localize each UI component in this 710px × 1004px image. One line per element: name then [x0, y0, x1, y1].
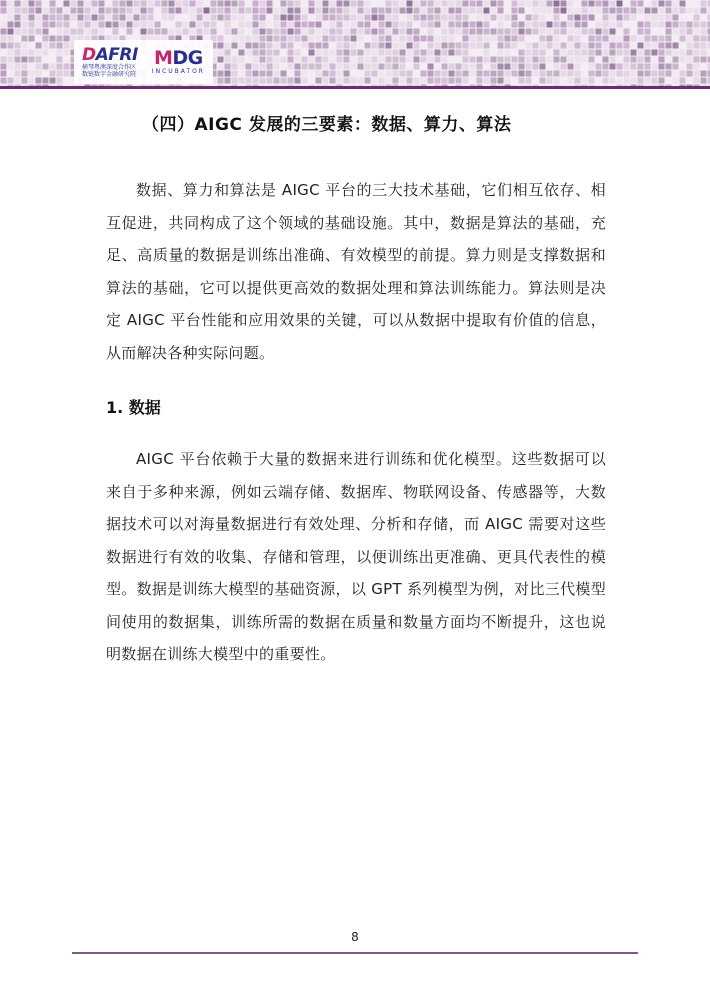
subsection-title: 1. 数据	[106, 398, 161, 417]
mdg-incubator-logo	[152, 49, 205, 75]
paragraph-intro: 数据、算力和算法是 AIGC 平台的三大技术基础，它们相互依存、相互促进，共同构成了这个领域的基础设施。其中，数据是算法的基础，充足、高质量的数据是训练出准确、有效模型的前提。算力则是支撑数据和算法的基础，它可以提供更高效的数据处理和算法训练能力。算法则是决定 AIGC 平台性能和应用效果的关键，可以从数据中提取有价值的信息，从而解决各种实际问题。	[106, 181, 606, 362]
header-logos	[74, 40, 213, 84]
footer-divider	[72, 952, 638, 954]
page-number: 8	[351, 930, 359, 944]
paragraph-data: AIGC 平台依赖于大量的数据来进行训练和优化模型。这些数据可以来自于多种来源，例如云端存储、数据库、物联网设备、传感器等，大数据技术可以对海量数据进行有效处理、分析和存储，而 AIGC 需要对这些数据进行有效的收集、存储和管理，以便训练出更准确、更具代表性的模型。数据是训练大模型的基础资源，以 GPT 系列模型为例，对比三代模型间使用的数据集，训练所需的数据在质量和数量方面均不断提升，这也说明数据在训练大模型中的重要性。	[106, 450, 606, 663]
dafri-logo-subtitle-1: 横琴粤澳深度合作区	[82, 63, 137, 71]
mdg-logo-subtitle: INCUBATOR	[151, 68, 205, 75]
page-content	[106, 100, 606, 671]
dafri-logo	[82, 44, 138, 78]
mdg-logo-mark: MDG	[153, 47, 203, 69]
header-divider	[0, 86, 710, 89]
dafri-logo-subtitle-2: 数链数字金融研究院	[82, 70, 137, 78]
dafri-logo-mark: DAFRI	[82, 44, 138, 65]
section-title: （四）AIGC 发展的三要素：数据、算力、算法	[142, 115, 512, 135]
